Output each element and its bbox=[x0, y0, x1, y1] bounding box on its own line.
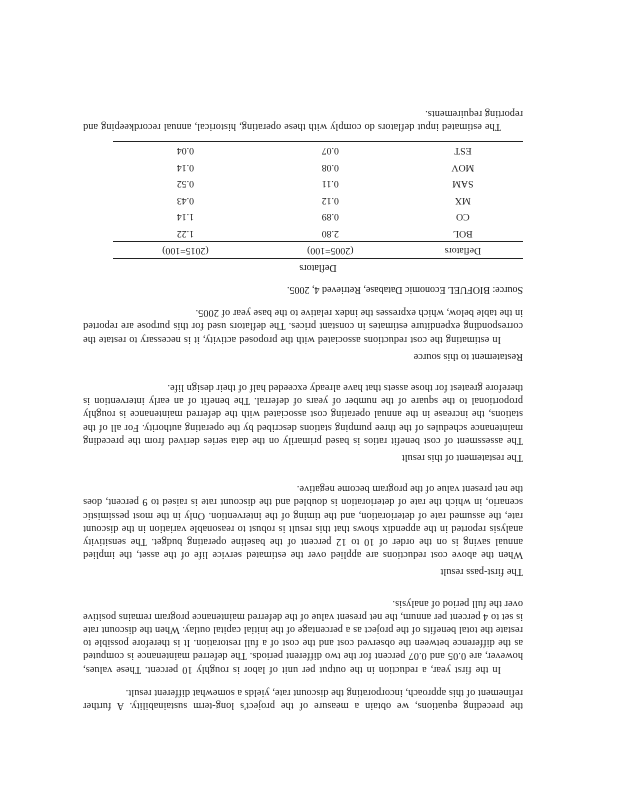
table-title: Deflators bbox=[299, 261, 337, 273]
paragraph-deferred: In the first year, a reduction in the output per unit of labor is roughly 10 percent. These values, however, are 0.05 and 0.07 percent for the two different periods. The deferred maintenance is computed as the difference between the observed cost and the cost of a full restoration. It is therefore possible to restate the total benefits of the project as a percentage of the initial capital outlay. When the discount rate is set to 4 percent per annum, the net present value of the deferred maintenance program remains positive over the full period of analysis. bbox=[83, 597, 523, 675]
table-cell: 0.14 bbox=[176, 161, 195, 173]
table-body bbox=[113, 141, 523, 241]
table-cell: BOL bbox=[453, 227, 473, 239]
paragraph-first-pass: When the above cost reductions are applied over the estimated service life of the asset, the implied annual saving is on the order of 10 to 12 percent of the baseline operating budget. The sensitivity analysis reported in the appendix shows that this result is robust to reasonable variation in the discount rate, the assumed rate of deterioration, and the timing of the intervention. Only in the most pessimistic scenario, in which the rate of deterioration is doubled and the discount rate is raised to 9 percent, does the net present value of the program become negative. bbox=[83, 483, 523, 561]
table-row bbox=[113, 208, 523, 225]
heading-restated-values: Restatement to this source bbox=[413, 350, 523, 362]
paragraph-restatement: The assessment of cost benefit ratios is based primarily on the data series derived from the preceding maintenance schedules of the three pumping stations described by the operating authority. For all of the stations, the increase in the annual operating cost associated with the deferred maintenance is roughly proportional to the square of the number of years of deferral. The benefit of an early intervention is therefore greatest for those assets that have already exceeded half of their design life. bbox=[83, 381, 523, 446]
paragraph-top: the preceding equations, we obtain a measure of the project's long-term sustainability. A further refinement of this approach, incorporating the discount rate, yields a somewhat different result. bbox=[83, 686, 523, 711]
table-cell: EST bbox=[403, 141, 523, 158]
table-cell: 0.89 bbox=[321, 211, 339, 223]
table-cell: 0.52 bbox=[176, 178, 195, 190]
table-cell: 0.12 bbox=[321, 194, 339, 206]
table-cell: SAM bbox=[452, 178, 474, 190]
table-row bbox=[113, 224, 523, 241]
spacer bbox=[83, 464, 523, 472]
table-cell: 1.22 bbox=[176, 227, 195, 239]
deflators-table bbox=[113, 141, 523, 260]
heading-restatement: The restatement of this result bbox=[401, 451, 523, 463]
table-column-header: Deflators bbox=[403, 241, 523, 259]
table-cell: 0.04 bbox=[113, 141, 258, 158]
document-body bbox=[83, 97, 523, 712]
table-cell: 1.14 bbox=[176, 211, 195, 223]
table-cell: CO bbox=[456, 211, 470, 223]
table-head bbox=[113, 241, 523, 259]
heading-first-pass: The first-pass result bbox=[440, 566, 523, 578]
table-cell: MOV bbox=[451, 161, 475, 173]
table-header-row bbox=[113, 241, 523, 259]
deflators-table-wrap bbox=[113, 141, 523, 273]
table-cell: 0.11 bbox=[321, 178, 339, 190]
table-cell: 0.43 bbox=[176, 194, 195, 206]
table-cell: 2.80 bbox=[321, 227, 339, 239]
table-row bbox=[113, 175, 523, 192]
spacer bbox=[83, 363, 523, 371]
paragraph-footer: The estimated input deflators do comply with these operating, historical, annual recordkeeping and reporting requirements. bbox=[83, 107, 523, 132]
table-row bbox=[113, 191, 523, 208]
table-column-header: (2015=100) bbox=[113, 241, 258, 259]
table-row bbox=[113, 158, 523, 175]
table-cell: 0.07 bbox=[258, 141, 403, 158]
table-column-header: (2005=100) bbox=[258, 241, 403, 259]
table-cell: 0.08 bbox=[321, 161, 339, 173]
paragraph-restated-values: In estimating the cost reductions associated with the proposed activity, it is necessary to restate the corresponding expenditure estimates in constant prices. The deflators used for this purpose are reported in the table below, which expresses the index relative to the base year of 2005. bbox=[83, 307, 523, 345]
table-row bbox=[113, 141, 523, 158]
table-cell: MX bbox=[454, 194, 471, 206]
spacer bbox=[83, 578, 523, 586]
table-source: Source: BIOFUEL Economic Database, Retrieved 4, 2005. bbox=[287, 283, 523, 295]
